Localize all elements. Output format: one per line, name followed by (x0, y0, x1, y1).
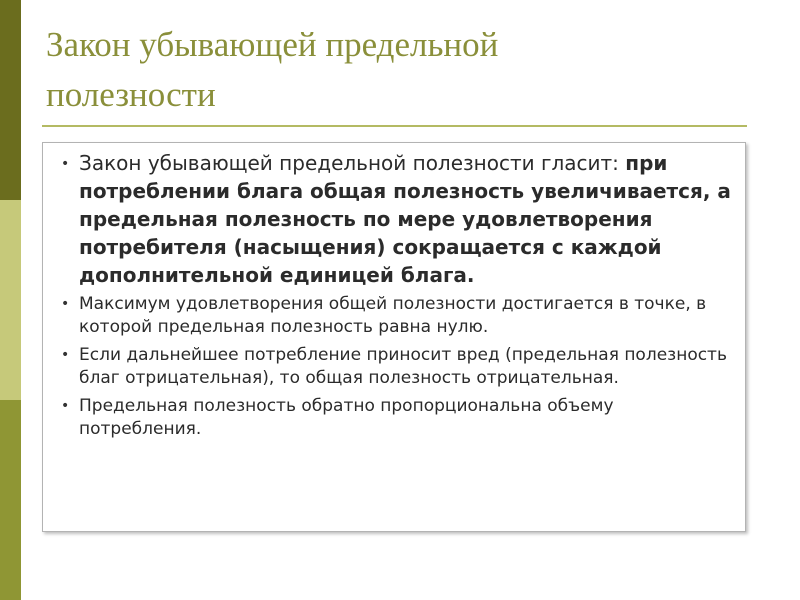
side-strip-mid (0, 400, 21, 600)
slide-title-line-1: Закон убывающей предельной (46, 25, 499, 64)
title-divider (42, 125, 747, 127)
side-strip-dark (0, 0, 21, 200)
bullet-item-maximum (55, 293, 733, 339)
bullet-list (43, 143, 745, 441)
bullet-item-inverse (55, 395, 733, 441)
bullet-harm-text: Если дальнейшее потребление приносит вред (предельная полезность благ отрицательная), то общая полезность отрицательная. (79, 345, 727, 388)
bullet-marker: • (61, 156, 70, 172)
content-box (42, 142, 746, 532)
bullet-marker: • (61, 347, 70, 363)
bullet-item-law (55, 149, 733, 289)
bullet-law-emphasis: при потреблении блага общая полезность увеличивается, а предельная полезность по мере удовлетворения потребителя (насыщения) сокращается с каждой дополнительной единицей блага. (79, 151, 731, 287)
bullet-law-lead: Закон убывающей предельной полезности гласит: (79, 151, 626, 175)
bullet-marker: • (61, 296, 70, 312)
bullet-inverse-text: Предельная полезность обратно пропорциональна объему потребления. (79, 396, 614, 439)
bullet-item-harm (55, 344, 733, 390)
side-strip-light (0, 200, 21, 400)
bullet-maximum-text: Максимум удовлетворения общей полезности достигается в точке, в которой предельная полезность равна нулю. (79, 294, 707, 337)
bullet-marker: • (61, 398, 70, 414)
slide-title-line-2: полезности (46, 75, 216, 114)
slide-title (46, 20, 746, 120)
